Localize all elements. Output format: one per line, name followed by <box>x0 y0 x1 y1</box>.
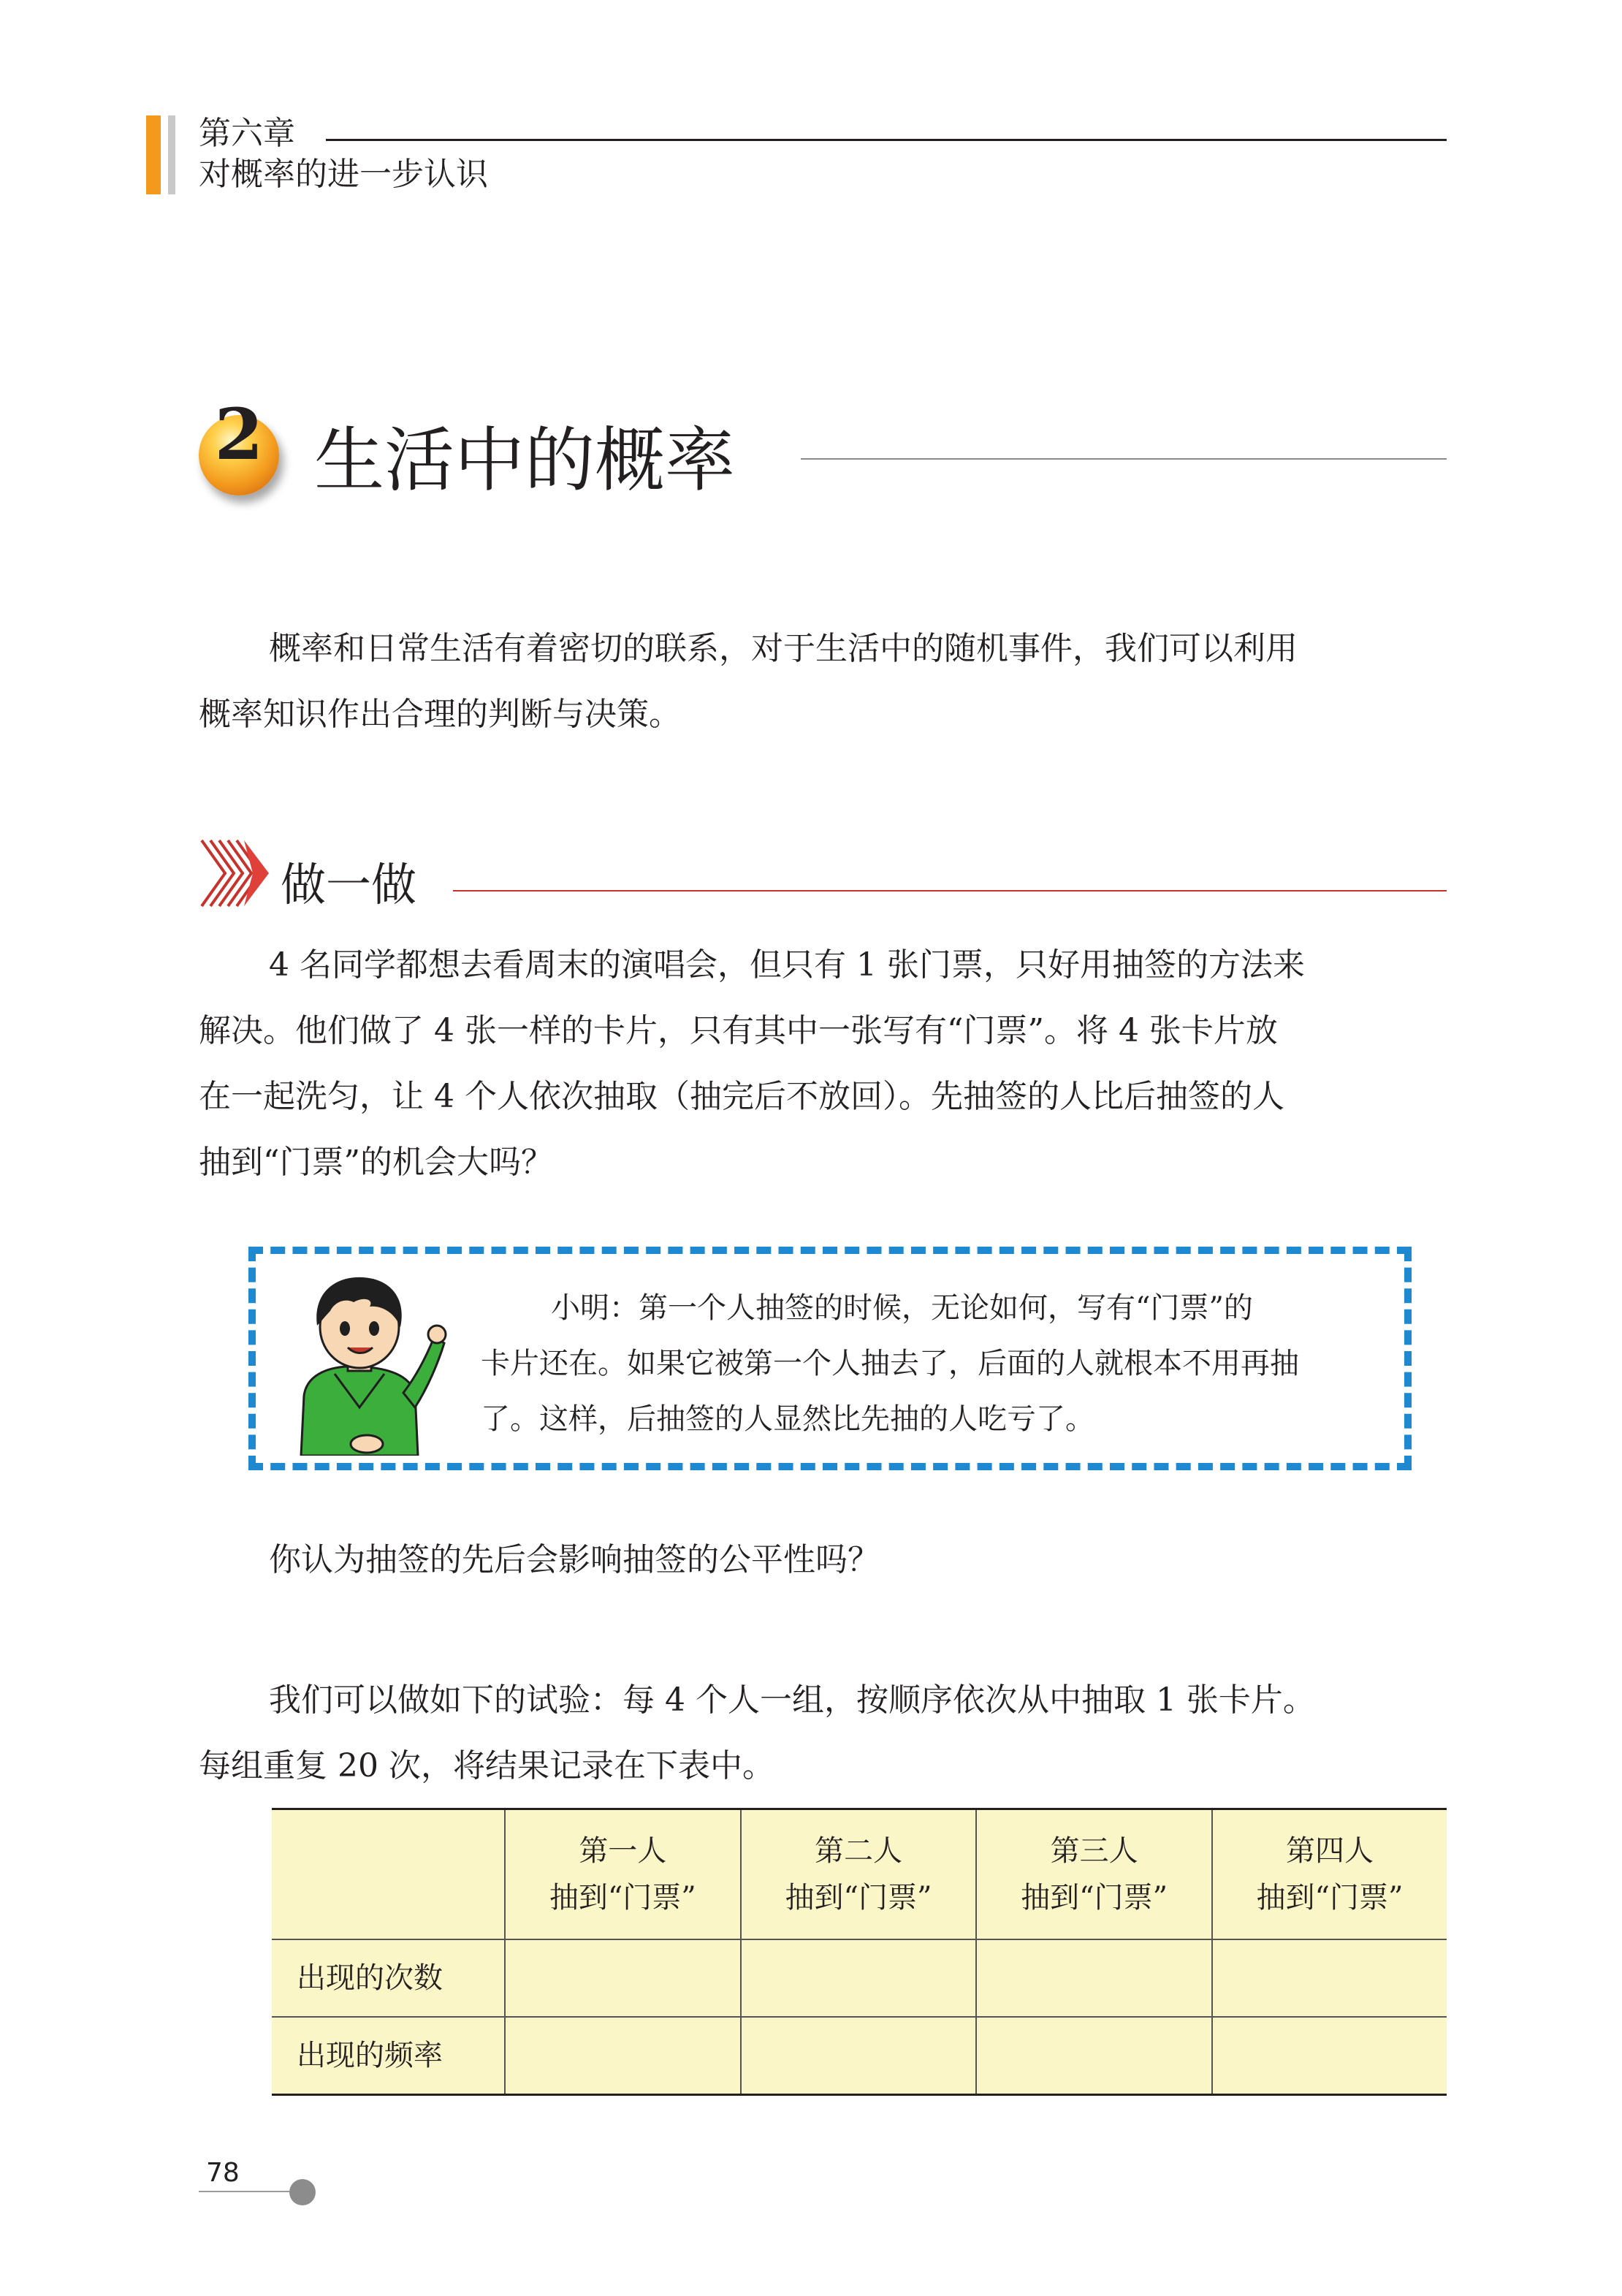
row-label: 出现的次数 <box>272 1939 505 2017</box>
header-line: 抽到“门票” <box>1256 1881 1404 1915</box>
boy-pointing-illustration <box>272 1264 447 1456</box>
dialog-line: 了。这样，后抽签的人显然比先抽的人吃亏了。 <box>481 1402 1094 1436</box>
table-header-cell <box>741 1809 977 1940</box>
table-cell[interactable] <box>505 1939 741 2017</box>
red-chevron-arrows-icon <box>196 833 276 913</box>
header-line: 抽到“门票” <box>549 1881 696 1915</box>
dialog-text <box>481 1280 1381 1447</box>
table-cell[interactable] <box>505 2017 741 2095</box>
table-corner-cell <box>272 1809 505 1940</box>
table-header-row <box>272 1809 1447 1940</box>
activity-line: 抽到“门票”的机会大吗？ <box>199 1144 553 1181</box>
header-line: 第一人 <box>579 1834 667 1868</box>
table-row <box>272 1939 1447 2017</box>
activity-line: 在一起洗匀，让 4 个人依次抽取（抽完后不放回）。先抽签的人比后抽签的人 <box>199 1078 1284 1115</box>
header-line: 第四人 <box>1285 1834 1374 1868</box>
page-number-rule <box>199 2191 289 2192</box>
header-line: 抽到“门票” <box>1021 1881 1168 1915</box>
page-number: 78 <box>206 2158 240 2188</box>
experiment-line: 每组重复 20 次，将结果记录在下表中。 <box>199 1747 774 1784</box>
activity-paragraph <box>199 932 1447 1195</box>
question-paragraph <box>199 1527 1447 1593</box>
experiment-paragraph <box>199 1668 1447 1799</box>
activity-title-rule <box>453 890 1447 892</box>
activity-title: 做一做 <box>281 858 417 911</box>
row-label: 出现的频率 <box>272 2017 505 2095</box>
header-line: 抽到“门票” <box>785 1881 932 1915</box>
section-title: 生活中的概率 <box>314 419 735 501</box>
header-accent-bar <box>146 115 161 194</box>
activity-line: 4 名同学都想去看周末的演唱会，但只有 1 张门票，只好用抽签的方法来 <box>269 946 1305 984</box>
header-line: 第三人 <box>1050 1834 1138 1868</box>
intro-line: 概率和日常生活有着密切的联系，对于生活中的随机事件，我们可以利用 <box>269 630 1298 667</box>
dialog-line: 卡片还在。如果它被第一个人抽去了，后面的人就根本不用再抽 <box>481 1347 1299 1380</box>
activity-line: 解决。他们做了 4 张一样的卡片，只有其中一张写有“门票”。将 4 张卡片放 <box>199 1012 1278 1049</box>
intro-paragraph <box>199 616 1447 748</box>
chapter-title: 对概率的进一步认识 <box>199 156 488 193</box>
table-row <box>272 2017 1447 2095</box>
experiment-line: 我们可以做如下的试验：每 4 个人一组，按顺序依次从中抽取 1 张卡片。 <box>269 1681 1315 1719</box>
header-divider <box>326 139 1447 141</box>
table-cell[interactable] <box>976 2017 1212 2095</box>
section-title-rule <box>801 458 1447 460</box>
question-text: 你认为抽签的先后会影响抽签的公平性吗？ <box>269 1541 880 1578</box>
table-header-cell <box>1212 1809 1447 1940</box>
table-cell[interactable] <box>1212 1939 1447 2017</box>
table-cell[interactable] <box>741 1939 977 2017</box>
intro-line: 概率知识作出合理的判断与决策。 <box>199 696 681 733</box>
table-header-cell <box>976 1809 1212 1940</box>
results-table <box>272 1808 1447 2096</box>
table-cell[interactable] <box>976 1939 1212 2017</box>
header-line: 第二人 <box>814 1834 902 1868</box>
chapter-label: 第六章 <box>199 115 295 152</box>
page-dot-icon <box>289 2179 316 2205</box>
section-number: 2 <box>214 393 264 476</box>
header-accent-bar-gray <box>168 115 175 194</box>
dialog-line: 小明：第一个人抽签的时候，无论如何，写有“门票”的 <box>551 1291 1253 1325</box>
table-cell[interactable] <box>741 2017 977 2095</box>
table-cell[interactable] <box>1212 2017 1447 2095</box>
table-header-cell <box>505 1809 741 1940</box>
